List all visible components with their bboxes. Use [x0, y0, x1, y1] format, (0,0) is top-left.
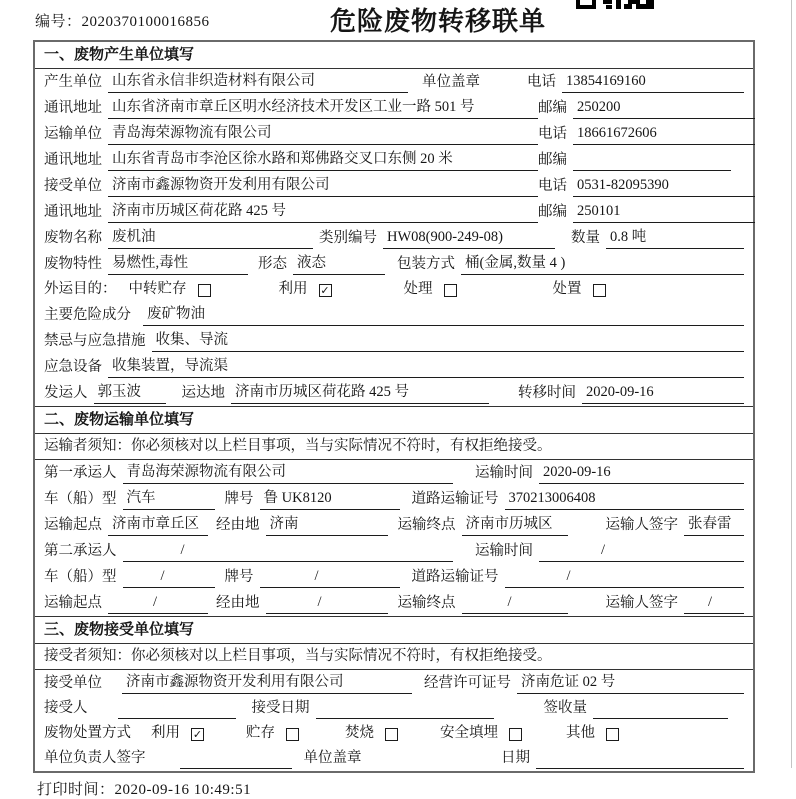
receiver-notice-text: 接受者须知：你必须核对以上栏目事项，当与实际情况不符时，有权拒绝接受。	[44, 648, 552, 664]
serial-label: 编号：	[35, 14, 82, 30]
address-label: 通讯地址	[44, 204, 102, 220]
disposal-other-checkbox	[606, 728, 619, 741]
carrier1-value: 青岛海荣源物流有限公司	[123, 462, 453, 484]
transporter-phone-value: 18661672606	[573, 123, 755, 145]
purpose-utilize-label: 利用	[278, 281, 308, 297]
recipient-row	[35, 696, 753, 721]
transfer-purpose-label: 外运目的：	[44, 281, 117, 297]
quantity-label: 数量	[571, 230, 600, 246]
responsible-sign-value	[180, 748, 292, 769]
carrier1-time-value: 2020-09-16	[539, 462, 744, 484]
transporter-address-row	[35, 147, 753, 173]
carrier1-plate-value: 鲁 UK8120	[260, 488, 400, 510]
hazard-component-row	[35, 302, 753, 328]
disposal-landfill-label: 安全填埋	[440, 725, 498, 741]
emergency-measures-row	[35, 328, 753, 354]
category-code-label: 类别编号	[319, 230, 377, 246]
license-value: 济南危证 02 号	[517, 672, 744, 694]
received-qty-value	[593, 698, 728, 719]
carrier2-sign-value: /	[684, 592, 744, 614]
carrier-sign-label: 运输人签字	[605, 517, 678, 533]
carrier1-sign-value: 张春雷	[684, 514, 744, 536]
accept-unit-row	[35, 670, 753, 696]
phone-label: 电话	[538, 126, 567, 142]
purpose-transit-storage-checkbox	[198, 284, 211, 297]
destination-label: 运达地	[181, 385, 225, 401]
quantity-value: 0.8 吨	[606, 227, 744, 249]
receiver-address-row	[35, 199, 753, 225]
responsible-sign-row	[35, 746, 753, 771]
via-label: 经由地	[216, 595, 260, 611]
responsible-sign-label: 单位负责人签字	[44, 750, 146, 766]
carrier2-origin-value: /	[108, 592, 208, 614]
zip-label: 邮编	[538, 152, 567, 168]
purpose-utilize-checkbox: ✓	[320, 284, 330, 297]
carrier2-vehicle-value: /	[123, 566, 215, 588]
purpose-treat-checkbox	[444, 284, 457, 297]
recipient-value	[118, 698, 236, 719]
emergency-measures-value: 收集、导流	[152, 330, 745, 352]
shipper-label: 发运人	[44, 385, 88, 401]
transport-time-label: 运输时间	[475, 543, 533, 559]
accept-unit-label: 接受单位	[44, 675, 102, 691]
accept-unit-value: 济南市鑫源物资开发利用有限公司	[122, 672, 412, 694]
waste-name-value: 废机油	[108, 227, 313, 249]
origin-label: 运输起点	[44, 517, 102, 533]
transporter-unit-value: 青岛海荣源物流有限公司	[108, 123, 538, 145]
waste-character-row	[35, 251, 753, 277]
carrier1-label: 第一承运人	[44, 465, 117, 481]
unit-seal-label: 单位盖章	[303, 750, 362, 766]
phone-label: 电话	[527, 74, 556, 90]
vehicle-type-label: 车（船）型	[44, 491, 117, 507]
carrier-sign-label: 运输人签字	[605, 595, 678, 611]
document-header	[0, 0, 796, 40]
carrier1-permit-value: 370213006408	[505, 488, 745, 510]
disposal-method-row	[35, 721, 753, 746]
purpose-transit-storage-label: 中转贮存	[128, 281, 187, 297]
transporter-address-value: 山东省青岛市李沧区徐水路和郑佛路交叉口东侧 20 米	[108, 149, 538, 171]
producer-zip-value: 250200	[573, 97, 755, 119]
phone-label: 电话	[538, 178, 567, 194]
producer-unit-value: 山东省永信非织造材料有限公司	[108, 71, 408, 93]
purpose-dispose-checkbox	[593, 284, 606, 297]
carrier1-end-value: 济南市历城区	[462, 514, 568, 536]
page-title: 危险废物转移联单	[330, 6, 547, 36]
shipper-value: 郭玉波	[94, 382, 166, 404]
purpose-dispose-label: 处置	[552, 281, 582, 297]
carrier1-route-row	[35, 512, 753, 538]
form-state-value: 液态	[293, 253, 385, 275]
waste-character-value: 易燃性,毒性	[108, 253, 248, 275]
producer-unit-row	[35, 69, 753, 95]
serial-number	[35, 10, 210, 31]
producer-address-row	[35, 95, 753, 121]
receiver-unit-value: 济南市鑫源物资开发利用有限公司	[108, 175, 538, 197]
print-time-label: 打印时间：	[37, 782, 115, 798]
receiver-zip-value: 250101	[573, 201, 755, 223]
receiver-unit-row	[35, 173, 753, 199]
carrier2-time-value: /	[539, 540, 744, 562]
transporter-unit-label: 运输单位	[44, 126, 102, 142]
transporter-zip-value	[573, 150, 731, 171]
packing-value: 桶(金属,数量 4 )	[461, 253, 744, 275]
section-3-header: 三、废物接受单位填写	[35, 616, 753, 644]
disposal-landfill-checkbox	[509, 728, 522, 741]
destination-value: 济南市历城区荷花路 425 号	[231, 382, 489, 404]
sign-date-label: 日期	[501, 750, 530, 766]
disposal-storage-checkbox	[286, 728, 299, 741]
end-label: 运输终点	[397, 595, 456, 611]
print-time-row	[37, 778, 796, 799]
vehicle-type-label: 车（船）型	[44, 569, 117, 585]
hazard-component-label: 主要危险成分	[44, 307, 131, 323]
carrier1-row	[35, 460, 753, 486]
sign-date-value	[536, 748, 744, 769]
disposal-other-label: 其他	[566, 725, 595, 741]
zip-label: 邮编	[538, 100, 567, 116]
address-label: 通讯地址	[44, 152, 102, 168]
carrier1-via-value: 济南	[266, 514, 388, 536]
carrier2-row	[35, 538, 753, 564]
carrier1-origin-value: 济南市章丘区	[108, 514, 208, 536]
origin-label: 运输起点	[44, 595, 102, 611]
carrier2-route-row	[35, 590, 753, 616]
unit-seal-label: 单位盖章	[422, 74, 480, 90]
end-label: 运输终点	[397, 517, 456, 533]
transporter-unit-row	[35, 121, 753, 147]
disposal-storage-label: 贮存	[246, 725, 275, 741]
transfer-time-label: 转移时间	[518, 385, 576, 401]
carrier2-permit-value: /	[505, 566, 745, 588]
hazard-component-value: 废矿物油	[143, 304, 744, 326]
waste-character-label: 废物特性	[44, 256, 102, 272]
road-permit-label: 道路运输证号	[411, 569, 499, 585]
transporter-notice-row	[35, 434, 753, 460]
carrier2-vehicle-row	[35, 564, 753, 590]
receive-date-label: 接受日期	[251, 700, 310, 716]
zip-label: 邮编	[538, 204, 567, 220]
transporter-notice-text: 运输者须知：你必须核对以上栏目事项，当与实际情况不符时，有权拒绝接受。	[44, 438, 552, 454]
carrier2-plate-value: /	[260, 566, 400, 588]
category-code-value: HW08(900-249-08)	[383, 227, 555, 249]
section-1-header: 一、废物产生单位填写	[35, 42, 753, 69]
form-state-label: 形态	[258, 256, 287, 272]
packing-label: 包装方式	[397, 256, 455, 272]
carrier1-vehicle-value: 汽车	[123, 488, 215, 510]
disposal-utilize-checkbox: ✓	[192, 728, 203, 741]
receiver-unit-label: 接受单位	[44, 178, 102, 194]
receiver-phone-value: 0531-82095390	[573, 175, 755, 197]
disposal-method-label: 废物处置方式	[44, 725, 131, 741]
producer-phone-value: 13854169160	[562, 71, 744, 93]
page-edge-divider	[791, 0, 792, 768]
plate-label: 牌号	[224, 491, 254, 507]
receiver-address-value: 济南市历城区荷花路 425 号	[108, 201, 538, 223]
road-permit-label: 道路运输证号	[411, 491, 499, 507]
disposal-incinerate-label: 焚烧	[345, 725, 374, 741]
carrier1-vehicle-row	[35, 486, 753, 512]
carrier2-label: 第二承运人	[44, 543, 117, 559]
purpose-treat-label: 处理	[403, 281, 433, 297]
print-time-value: 2020-09-16 10:49:51	[114, 782, 252, 798]
transfer-time-value: 2020-09-16	[582, 382, 744, 404]
address-label: 通讯地址	[44, 100, 102, 116]
license-label: 经营许可证号	[424, 675, 511, 691]
receiver-notice-row	[35, 644, 753, 670]
via-label: 经由地	[216, 517, 260, 533]
received-qty-label: 签收量	[543, 700, 587, 716]
producer-address-value: 山东省济南市章丘区明水经济技术开发区工业一路 501 号	[108, 97, 538, 119]
serial-value: 2020370100016856	[81, 14, 210, 30]
emergency-equipment-row	[35, 354, 753, 380]
shipper-row	[35, 380, 753, 406]
qr-code-fragment-icon	[576, 0, 658, 9]
emergency-measures-label: 禁忌与应急措施	[44, 333, 146, 349]
carrier2-value: /	[123, 540, 453, 562]
receive-date-value	[316, 698, 494, 719]
carrier2-end-value: /	[462, 592, 568, 614]
emergency-equipment-label: 应急设备	[44, 359, 102, 375]
producer-unit-label: 产生单位	[44, 74, 102, 90]
transport-time-label: 运输时间	[475, 465, 533, 481]
emergency-equipment-value: 收集装置，导流渠	[108, 356, 744, 378]
disposal-utilize-label: 利用	[151, 725, 180, 741]
manifest-form	[33, 40, 755, 773]
transfer-purpose-row	[35, 277, 753, 302]
waste-name-label: 废物名称	[44, 230, 102, 246]
plate-label: 牌号	[224, 569, 254, 585]
recipient-label: 接受人	[44, 700, 88, 716]
waste-name-row	[35, 225, 753, 251]
carrier2-via-value: /	[266, 592, 388, 614]
disposal-incinerate-checkbox	[385, 728, 398, 741]
section-2-header: 二、废物运输单位填写	[35, 406, 753, 434]
